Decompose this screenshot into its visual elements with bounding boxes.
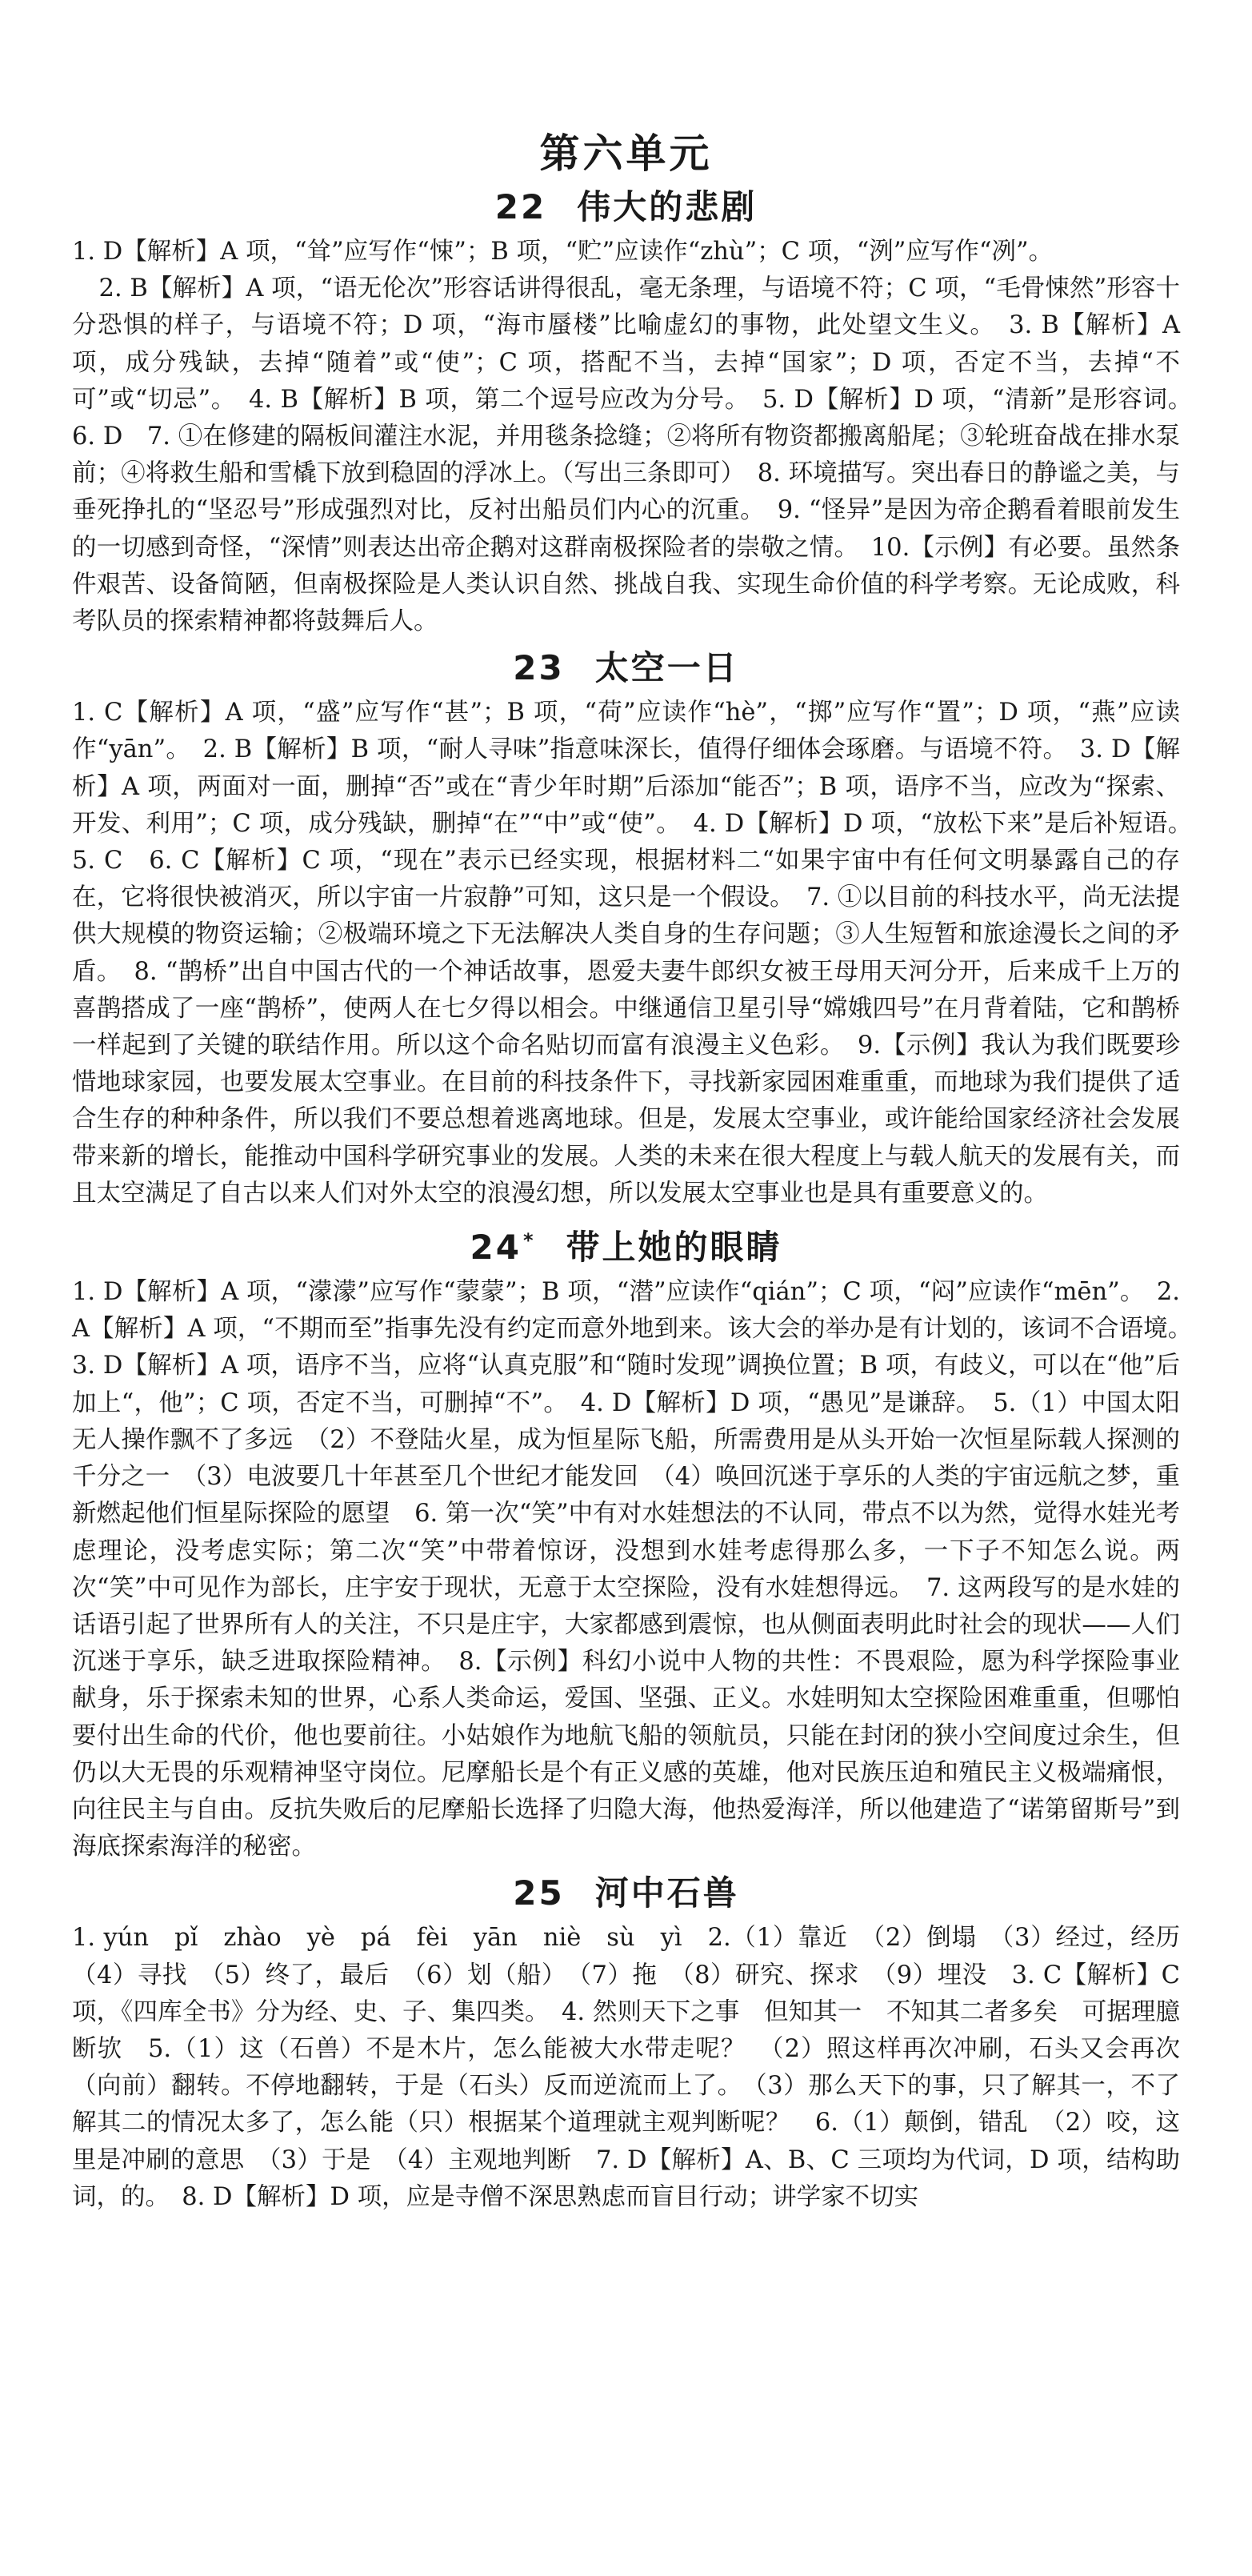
unit-title: 第六单元 bbox=[539, 130, 713, 177]
lesson-number: 23 bbox=[513, 648, 565, 688]
lesson-name: 伟大的悲剧 bbox=[577, 187, 758, 226]
section-25 bbox=[72, 1870, 1205, 2216]
lesson-number bbox=[470, 1228, 535, 1267]
section-24 bbox=[72, 1217, 1205, 1865]
lesson-title bbox=[72, 1217, 1180, 1271]
lesson-title bbox=[72, 645, 1180, 691]
answer-paragraph: 1. yún pǐ zhào yè pá fèi yān niè sù yì 2.（1）靠近 （2）倒塌 （3）经过，经历 （4）寻找 （5）终了，最后 （6）划（船） （7）拖 （8）研究、探求 （9）埋没 3. C【解析】C 项，《四库全书》分为经、史、子、集四类。 4. 然则天下之事 但知其一 不知其二者多矣 可据理臆断欤 5.（1）这（石兽）不是木片，怎么能被大水带走呢？ （2）照这样再次冲刷，石头又会再次（向前）翻转。不停地翻转，于是（石头）反而逆流而上了。 （3）那么天下的事，只了解其一，不了解其二的情况太多了，怎么能（只）根据某个道理就主观判断呢？ 6.（1）颠倒，错乱 （2）咬，这里是冲刷的意思 （3）于是 （4）主观地判断 7. D【解析】A、B、C 三项均为代词，D 项，结构助词，的。 8. D【解析】D 项，应是寺僧不深思熟虑而盲目行动；讲学家不切实 bbox=[72, 1924, 1205, 2211]
lesson-title bbox=[72, 184, 1180, 230]
lesson-name: 带上她的眼睛 bbox=[566, 1228, 782, 1268]
optional-lesson-star: * bbox=[522, 1229, 536, 1252]
answer-paragraph: 1. D【解析】A 项，“耸”应写作“悚”；B 项，“贮”应读作“zhù”；C 项，“洌”应写作“冽”。 bbox=[72, 238, 1054, 266]
lesson-title bbox=[72, 1870, 1180, 1917]
section-22 bbox=[72, 184, 1205, 640]
lesson-number: 25 bbox=[513, 1873, 565, 1913]
section-23 bbox=[72, 645, 1205, 1212]
answer-paragraph: 2. B【解析】A 项，“语无伦次”形容话讲得很乱，毫无条理，与语境不符；C 项，“毛骨悚然”形容十分恐惧的样子，与语境不符；D 项，“海市蜃楼”比喻虚幻的事物，此处望文生义。 3. B【解析】A 项，成分残缺，去掉“随着”或“使”；C 项，搭配不当，去掉“国家”；D 项，否定不当，去掉“不可”或“切忌”。 4. B【解析】B 项，第二个逗号应改为分号。 5. D【解析】D 项，“清新”是形容词。 6. D 7. ①在修建的隔板间灌注水泥，并用毯条捻缝；②将所有物资都搬离船尾；③轮班奋战在排水泵前；④将救生船和雪橇下放到稳固的浮冰上。（写出三条即可） 8. 环境描写。突出春日的静谧之美，与垂死挣扎的“坚忍号”形成强烈对比，反衬出船员们内心的沉重。 9. “怪异”是因为帝企鹅看着眼前发生的一切感到奇怪，“深情”则表达出帝企鹅对这群南极探险者的崇敬之情。 10.【示例】有必要。虽然条件艰苦、设备简陋，但南极探险是人类认识自然、挑战自我、实现生命价值的科学考察。无论成败，科考队员的探索精神都将鼓舞后人。 bbox=[72, 274, 1205, 636]
lesson-name: 太空一日 bbox=[594, 648, 739, 688]
lesson-number: 22 bbox=[494, 187, 547, 226]
lesson-name: 河中石兽 bbox=[594, 1873, 739, 1913]
answer-paragraph: 1. D【解析】A 项，“濛濛”应写作“蒙蒙”；B 项，“潜”应读作“qián”；C 项，“闷”应读作“mēn”。 2. A【解析】A 项，“不期而至”指事先没有约定而意外地到来。该大会的举办是有计划的，该词不合语境。 3. D【解析】A 项，语序不当，应将“认真克服”和“随时发现”调换位置；B 项，有歧义，可以在“他”后加上“，他”；C 项，否定不当，可删掉“不”。 4. D【解析】D 项，“愚见”是谦辞。 5.（1）中国太阳无人操作飘不了多远 （2）不登陆火星，成为恒星际飞船，所需费用是从头开始一次恒星际载人探测的千分之一 （3）电波要几十年甚至几个世纪才能发回 （4）唤回沉迷于享乐的人类的宇宙远航之梦，重新燃起他们恒星际探险的愿望 6. 第一次“笑”中有对水娃想法的不认同，带点不以为然，觉得水娃光考虑理论，没考虑实际；第二次“笑”中带着惊讶，没想到水娃考虑得那么多，一下子不知怎么说。两次“笑”中可见作为部长，庄宇安于现状，无意于太空探险，没有水娃想得远。 7. 这两段写的是水娃的话语引起了世界所有人的关注，不只是庄宇，大家都感到震惊，也从侧面表明此时社会的现状——人们沉迷于享乐，缺乏进取探险精神。 8.【示例】科幻小说中人物的共性：不畏艰险，愿为科学探险事业献身，乐于探索未知的世界，心系人类命运，爱国、坚强、正义。水娃明知太空探险困难重重，但哪怕要付出生命的代价，他也要前往。小姑娘作为地航飞船的领航员，只能在封闭的狭小空间度过余生，但仍以大无畏的乐观精神坚守岗位。尼摩船长是个有正义感的英雄，他对民族压迫和殖民主义极端痛恨，向往民主与自由。反抗失败后的尼摩船长选择了归隐大海，他热爱海洋，所以他建造了“诺第留斯号”到海底探索海洋的秘密。 bbox=[72, 1278, 1205, 1861]
answer-paragraph: 1. C【解析】A 项，“盛”应写作“甚”；B 项，“荷”应读作“hè”，“掷”应写作“置”；D 项，“燕”应读作“yān”。 2. B【解析】B 项，“耐人寻味”指意味深长，值得仔细体会琢磨。与语境不符。 3. D【解析】A 项，两面对一面，删掉“否”或在“青少年时期”后添加“能否”；B 项，语序不当，应改为“探索、开发、利用”；C 项，成分残缺，删掉“在”“中”或“使”。 4. D【解析】D 项，“放松下来”是后补短语。 5. C 6. C【解析】C 项，“现在”表示已经实现，根据材料二“如果宇宙中有任何文明暴露自己的存在，它将很快被消灭，所以宇宙一片寂静”可知，这只是一个假设。 7. ①以目前的科技水平，尚无法提供大规模的物资运输；②极端环境之下无法解决人类自身的生存问题；③人生短暂和旅途漫长之间的矛盾。 8. “鹊桥”出自中国古代的一个神话故事，恩爱夫妻牛郎织女被王母用天河分开，后来成千上万的喜鹊搭成了一座“鹊桥”，使两人在七夕得以相会。中继通信卫星引导“嫦娥四号”在月背着陆，它和鹊桥一样起到了关键的联结作用。所以这个命名贴切而富有浪漫主义色彩。 9.【示例】我认为我们既要珍惜地球家园，也要发展太空事业。在目前的科技条件下，寻找新家园困难重重，而地球为我们提供了适合生存的种种条件，所以我们不要总想着逃离地球。但是，发展太空事业，或许能给国家经济社会发展带来新的增长，能推动中国科学研究事业的发展。人类的未来在很大程度上与载人航天的发展有关，而且太空满足了自古以来人们对外太空的浪漫幻想，所以发展太空事业也是具有重要意义的。 bbox=[72, 699, 1205, 1208]
lesson-number-value: 24 bbox=[470, 1228, 522, 1268]
